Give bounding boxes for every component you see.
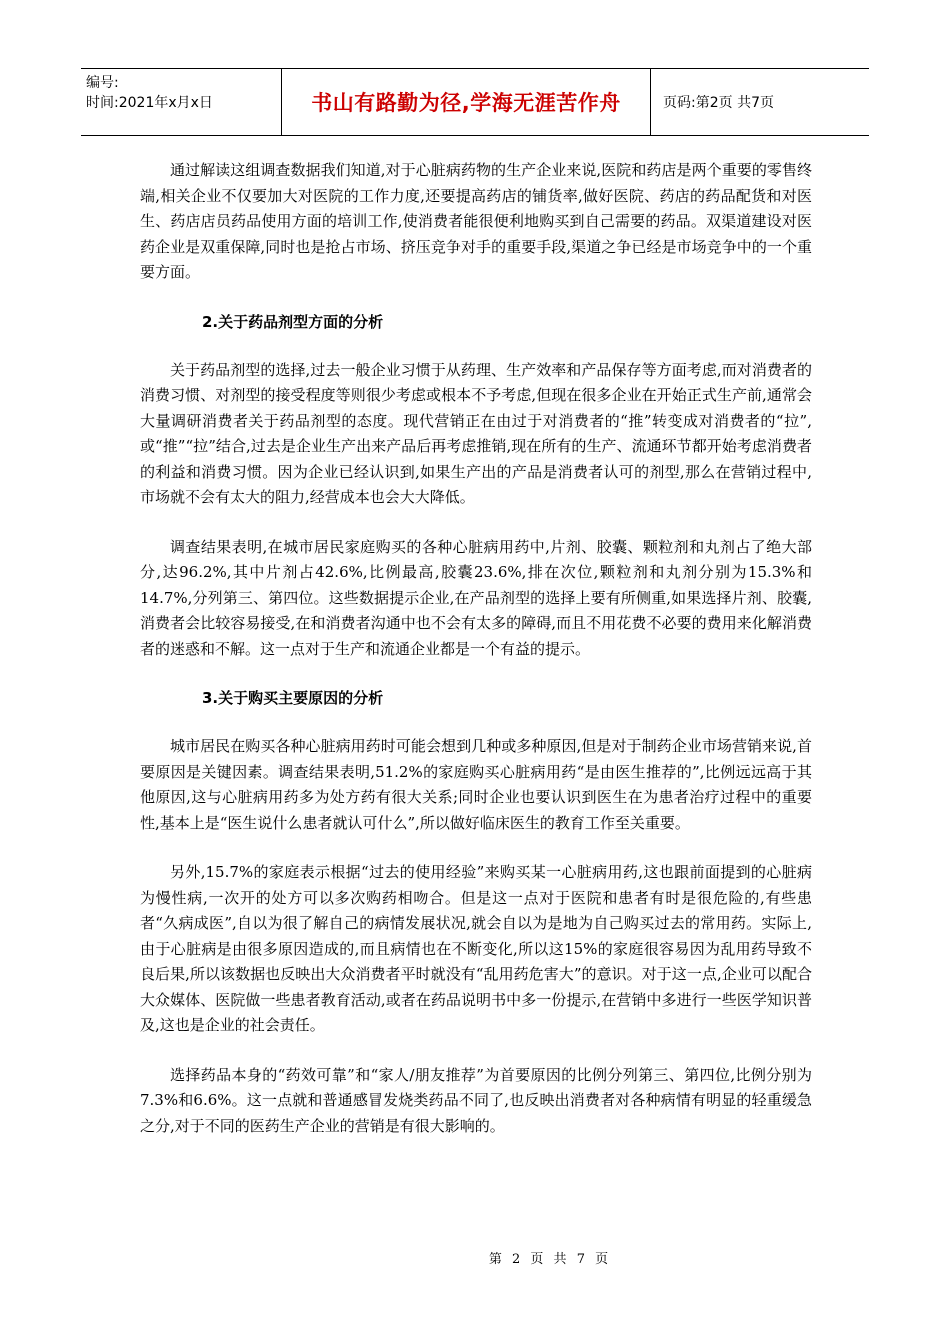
paragraph-dosage-form-results: 调查结果表明,在城市居民家庭购买的各种心脏病用药中,片剂、胶囊、颗粒剂和丸剂占了绝大部分,达96.2%,其中片剂占42.6%,比例最高,胶囊23.6%,排在次位,颗粒剂和丸剂分别为15.3%和14.7%,分列第三、第四位。这些数据提示企业,在产品剂型的选择上要有所侧重,如果选择片剂、胶囊,消费者会比较容易接受,在和消费者沟通中也不会有太多的障碍,而且不用花费不必要的费用来化解消费者的迷惑和不解。这一点对于生产和流通企业都是一个有益的提示。 [140,537,812,658]
page-footer: 第 2 页 共 7 页 [488,1252,612,1267]
paragraph-efficacy-family: 选择药品本身的“药效可靠”和“家人/朋友推荐”为首要原因的比例分列第三、第四位,比例分别为7.3%和6.6%。这一点就和普通感冒发烧类药品不同了,也反映出消费者对各种病情有明显的轻重缓急之分,对于不同的医药生产企业的营销是有很大影响的。 [140,1065,812,1135]
paragraph-dosage-form-intro: 关于药品剂型的选择,过去一般企业习惯于从药理、生产效率和产品保存等方面考虑,而对消费者的消费习惯、对剂型的接受程度等则很少考虑或根本不予考虑,但现在很多企业在开始正式生产前,通常会大量调研消费者关于药品剂型的态度。现代营销正在由过于对消费者的“推”转变成对消费者的“拉”,或“推”“拉”结合,过去是企业生产出来产品后再考虑推销,现在所有的生产、流通环节都开始考虑消费者的利益和消费习惯。因为企业已经认识到,如果生产出的产品是消费者认可的剂型,那么在营销过程中,市场就不会有太大的阻力,经营成本也会大大降低。 [140,360,812,506]
section-heading-purchase-reasons: 3.关于购买主要原因的分析 [202,689,384,707]
header-page-info: 页码:第2页 共7页 [663,95,774,111]
section-heading-dosage-form: 2.关于药品剂型方面的分析 [202,312,384,331]
paragraph-channels: 通过解读这组调查数据我们知道,对于心脏病药物的生产企业来说,医院和药店是两个重要的零售终端,相关企业不仅要加大对医院的工作力度,还要提高药店的铺货率,做好医院、药店的药品配货和对医生、药店店员药品使用方面的培训工作,使消费者能很便利地购买到自己需要的药品。双渠道建设对医药企业是双重保障,同时也是抢占市场、挤压竞争对手的重要手段,渠道之争已经是市场竞争中的一个重要方面。 [140,161,812,281]
document-number-label: 编号: [86,75,119,91]
paragraph-past-experience: 另外,15.7%的家庭表示根据“过去的使用经验”来购买某一心脏病用药,这也跟前面提到的心脏病为慢性病,一次开的处方可以多次购药相吻合。但是这一点对于医院和患者有时是很危险的,有些患者“久病成医”,自以为很了解自己的病情发展状况,就会自以为是地为自己购买过去的常用药。实际上,由于心脏病是由很多原因造成的,而且病情也在不断变化,所以这15%的家庭很容易因为乱用药导致不良后果,所以该数据也反映出大众消费者平时就没有“乱用药危害大”的意识。对于这一点,企业可以配合大众媒体、医院做一些患者教育活动,或者在药品说明书中多一份提示,在营销中多进行一些医学知识普及,这也是企业的社会责任。 [140,863,812,1034]
document-body [140,158,812,1163]
document-date: 时间:2021年x月x日 [86,95,213,111]
paragraph-doctor-recommendation: 城市居民在购买各种心脏病用药时可能会想到几种或多种原因,但是对于制药企业市场营销来说,首要原因是关键因素。调查结果表明,51.2%的家庭购买心脏病用药“是由医生推荐的”,比例远远高于其他原因,这与心脏病用药多为处方药有很大关系;同时企业也要认识到医生在为患者治疗过程中的重要性,基本上是“医生说什么患者就认可什么”,所以做好临床医生的教育工作至关重要。 [140,737,812,832]
header-motto: 书山有路勤为径,学海无涯苦作舟 [281,69,651,135]
page-header [81,68,869,136]
header-meta [81,69,281,135]
